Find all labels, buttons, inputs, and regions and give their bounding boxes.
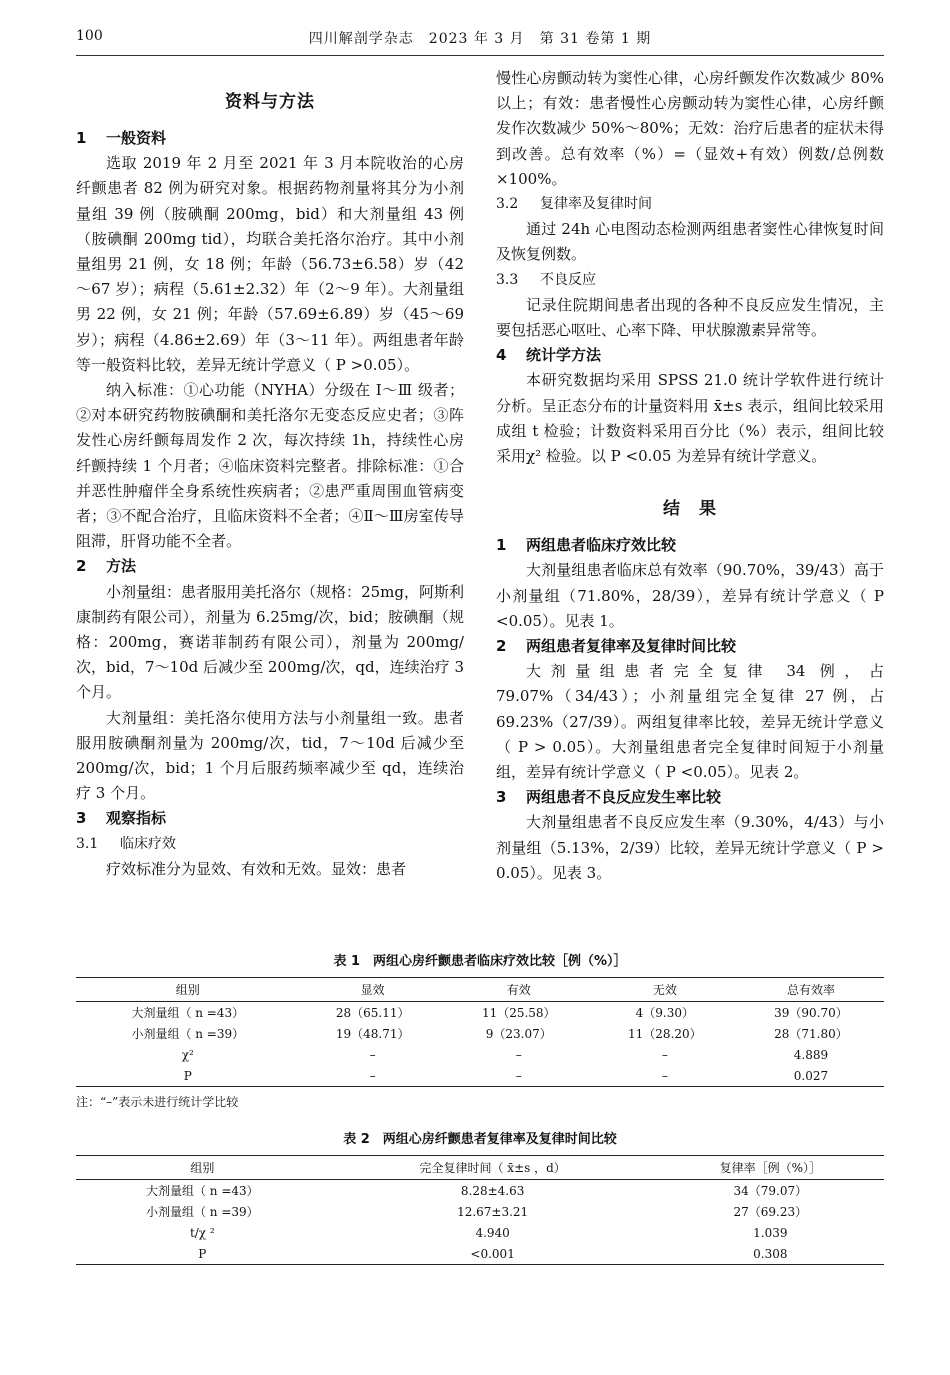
paragraph: 慢性心房颤动转为窦性心律，心房纤颤发作次数减少 80% 以上；有效：患者慢性心房颤动转为窦性心律，心房纤颤发作次数减少 50%～80%；无效：治疗后患者的症状未得到改善。总有效率（%）=（显效+有效）例数/总例数×100%。: [496, 69, 884, 188]
table-1: [76, 977, 884, 1087]
heading-methods: 2 方法: [76, 557, 137, 576]
paragraph: 大剂量组：美托洛尔使用方法与小剂量组一致。患者服用胺碘酮剂量为 200mg/次，tid，7～10d 后减少至 200mg/次，bid；1 个月后服药频率减少至 qd，连续治疗 3 个月。: [76, 708, 464, 803]
table-cell: 19（48.71）: [335, 1027, 410, 1041]
table-cell: 39（90.70）: [774, 1006, 848, 1020]
table-cell: –: [515, 1047, 522, 1062]
table-cell: 0.027: [793, 1068, 829, 1083]
table-cell: –: [515, 1068, 522, 1083]
journal-info: 四川解剖学杂志 2023 年 3 月 第 31 卷第 1 期: [308, 31, 652, 47]
table-cell: t/χ ²: [189, 1225, 215, 1240]
table-cell: 28（65.11）: [335, 1006, 410, 1020]
paragraph: 选取 2019 年 2 月至 2021 年 3 月本院收治的心房纤颤患者 82 例为研究对象。根据药物剂量将其分为小剂量组 39 例（胺碘酮 200mg，bid）和大剂量组 43 例（胺碘酮 200mg tid），均联合美托洛尔治疗。其中小剂量组男 21 例，女 18 例；年龄（56.73±6.58）岁（42～67 岁）；病程（5.61±2.32）年（2～9 年）。大剂量组男 22 例，女 21 例；年龄（57.69±6.89）岁（45～69 岁）；病程（4.86±2.69）年（3～11 年）。两组患者年龄等一般资料比较，差异无统计学意义（ P >0.05）。: [76, 154, 464, 374]
section-title-methods: 资料与方法: [225, 92, 315, 112]
table-row: [76, 1023, 884, 1044]
table-header: 组别: [76, 978, 300, 1002]
table-row: [76, 1243, 884, 1265]
table-header: 显效: [300, 978, 446, 1002]
right-column: [496, 66, 884, 886]
table-cell: 大剂量组（ n =43）: [145, 1184, 259, 1198]
table-cell: P: [183, 1068, 192, 1083]
table-cell: 11（25.58）: [481, 1006, 556, 1020]
paragraph: 记录住院期间患者出现的各种不良反应发生情况，主要包括恶心呕吐、心率下降、甲状腺激素异常等。: [496, 295, 884, 340]
paragraph: 通过 24h 心电图动态检测两组患者窦性心律恢复时间及恢复例数。: [496, 220, 884, 264]
table-row: [76, 1201, 884, 1222]
table-2-block: [76, 1128, 884, 1265]
table-cell: 4（9.30）: [635, 1006, 695, 1020]
table-cell: 4.940: [475, 1225, 510, 1240]
table-header: 有效: [446, 978, 592, 1002]
table-cell: 27（69.23）: [733, 1205, 808, 1219]
heading-result-3: 3 两组患者不良反应发生率比较: [496, 788, 722, 807]
table-cell: 11（28.20）: [628, 1027, 702, 1041]
heading-result-1: 1 两组患者临床疗效比较: [496, 536, 677, 555]
table-cell: 12.67±3.21: [457, 1204, 529, 1219]
table-cell: P: [198, 1246, 207, 1261]
table-header-row: [76, 978, 884, 1002]
paragraph: 本研究数据均采用 SPSS 21.0 统计学软件进行统计分析。呈正态分布的计量资料用 x̄±s 表示，组间比较采用成组 t 检验；计数资料采用百分比（%）表示，组间比较采用χ² 检验。以 P <0.05 为差异有统计学意义。: [496, 371, 884, 466]
left-column: [76, 66, 464, 882]
table-2-caption: 表 2 两组心房纤颤患者复律率及复律时间比较: [343, 1132, 617, 1147]
paragraph: 小剂量组：患者服用美托洛尔（规格：25mg，阿斯利康制药有限公司），剂量为 6.25mg/次，bid；胺碘酮（规格：200mg，赛诺菲制药有限公司），剂量为 200mg/次，bid，7～10d 后减少至 200mg/次，qd，连续治疗 3 个月。: [76, 582, 464, 702]
table-header: 完全复律时间（ x̄±s ，d）: [329, 1156, 657, 1180]
heading-statistics: 4 统计学方法: [496, 346, 602, 365]
table-header: 组别: [76, 1156, 329, 1180]
page-number: 100: [76, 28, 103, 44]
table-row: [76, 1222, 884, 1243]
table-header: 复律率［例（%）］: [657, 1156, 884, 1180]
table-cell: 1.039: [753, 1225, 788, 1240]
table-2: [76, 1155, 884, 1265]
table-header: 无效: [592, 978, 738, 1002]
page-header: [76, 28, 884, 54]
heading-result-2: 2 两组患者复律率及复律时间比较: [496, 637, 737, 656]
table-1-caption: 表 1 两组心房纤颤患者临床疗效比较［例（%）］: [333, 954, 627, 969]
paragraph: 大剂量组患者不良反应发生率（9.30%，4/43）与小剂量组（5.13%，2/39）比较，差异无统计学意义（ P > 0.05）。见表 3。: [496, 813, 884, 882]
table-cell: –: [369, 1068, 376, 1083]
paragraph: 大剂量组患者完全复律 34 例，占 79.07%（34/43）；小剂量组完全复律 27 例，占 69.23%（27/39）。两组复律率比较，差异无统计学意义（ P > 0.05）。大剂量组患者完全复律时间短于小剂量组，差异有统计学意义（ P <0.05）。见表 2。: [496, 662, 885, 782]
table-1-block: [76, 950, 884, 1110]
table-1-note: 注：“–”表示未进行统计学比较: [76, 1095, 239, 1109]
table-row: [76, 1002, 884, 1024]
table-row: [76, 1180, 884, 1202]
table-cell: 0.308: [753, 1246, 788, 1261]
heading-adverse: 3.3 不良反应: [496, 271, 596, 288]
table-cell: –: [661, 1068, 668, 1083]
table-row: [76, 1065, 884, 1087]
table-row: [76, 1044, 884, 1065]
table-cell: 4.889: [793, 1047, 829, 1062]
table-header-row: [76, 1156, 884, 1180]
section-title-results: 结 果: [663, 499, 717, 520]
heading-conversion: 3.2 复律率及复律时间: [496, 196, 652, 213]
table-cell: –: [369, 1047, 376, 1062]
table-cell: 8.28±4.63: [460, 1183, 525, 1198]
paragraph: 纳入标准：①心功能（NYHA）分级在 Ⅰ～Ⅲ 级者；②对本研究药物胺碘酮和美托洛尔无变态反应史者；③阵发性心房纤颤每周发作 2 次，每次持续 1h，持续性心房纤颤持续 1 个月者；④临床资料完整者。排除标准：①合并恶性肿瘤伴全身系统性疾病者；②患严重周围血管病变者；③不配合治疗，且临床资料不全者；④Ⅱ～Ⅲ房室传导阻滞，肝肾功能不全者。: [76, 381, 464, 551]
table-header: 总有效率: [738, 978, 884, 1002]
table-cell: 34（79.07）: [733, 1184, 808, 1198]
heading-observation: 3 观察指标: [76, 809, 167, 828]
table-cell: <0.001: [470, 1246, 515, 1261]
table-cell: 大剂量组（ n =43）: [131, 1006, 245, 1020]
paragraph: 疗效标准分为显效、有效和无效。显效：患者: [106, 859, 407, 878]
heading-general-data: 1 一般资料: [76, 129, 167, 147]
table-cell: 9（23.07）: [485, 1027, 552, 1041]
paragraph: 大剂量组患者临床总有效率（90.70%，39/43）高于小剂量组（71.80%，28/39），差异有统计学意义（ P <0.05）。见表 1。: [496, 561, 884, 630]
table-cell: 28（71.80）: [774, 1027, 848, 1041]
table-cell: χ²: [181, 1047, 194, 1062]
table-cell: –: [661, 1047, 668, 1062]
table-cell: 小剂量组（ n =39）: [145, 1205, 259, 1219]
heading-clinical-efficacy: 3.1 临床疗效: [76, 835, 176, 852]
header-rule: [76, 55, 884, 56]
table-cell: 小剂量组（ n =39）: [131, 1027, 245, 1041]
